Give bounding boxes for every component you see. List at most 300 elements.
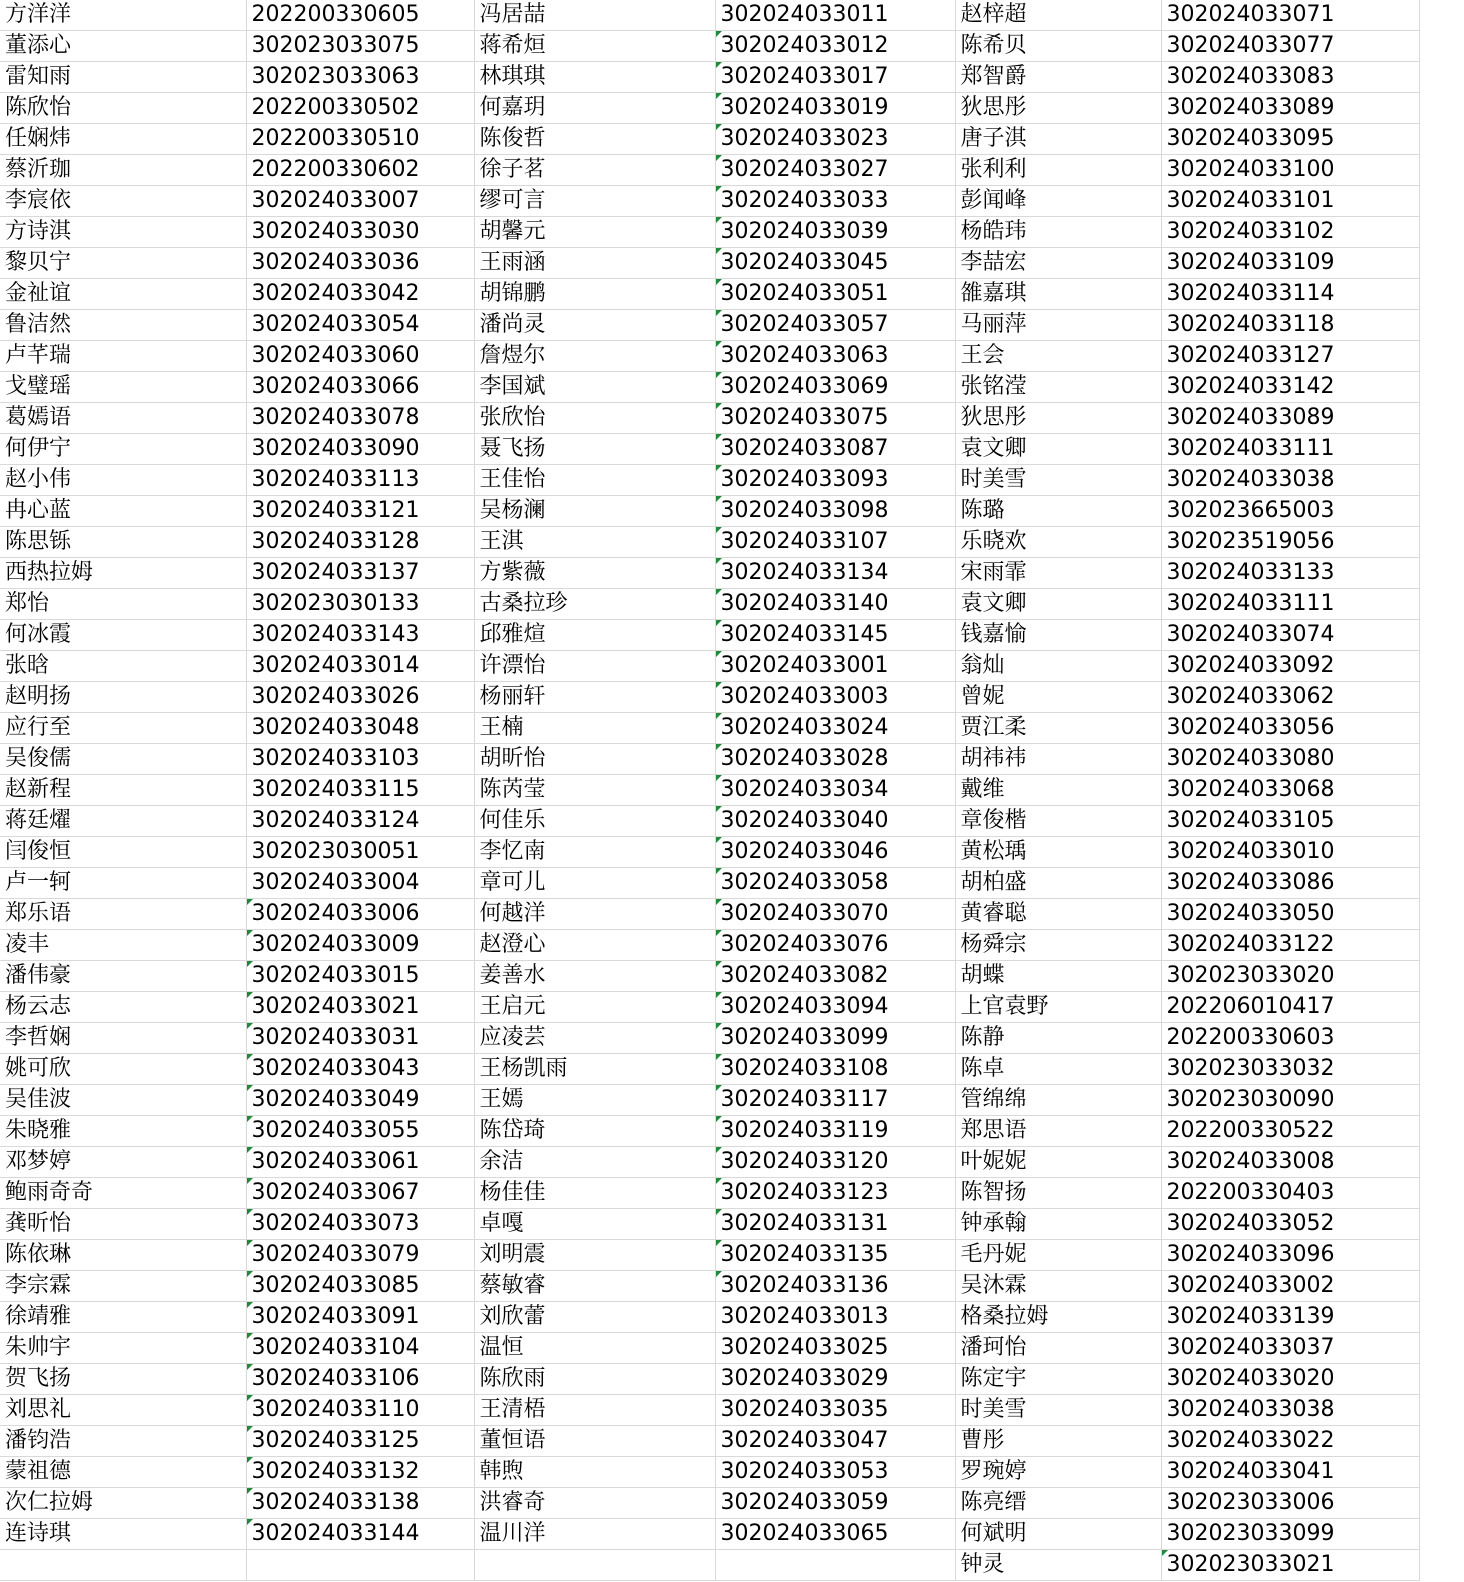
name-cell-a[interactable]: 龚昕怡 bbox=[0, 1209, 246, 1240]
id-cell-b[interactable]: 302024033034 bbox=[715, 775, 955, 806]
name-cell-b[interactable]: 方紫薇 bbox=[474, 558, 715, 589]
name-cell-a[interactable]: 西热拉姆 bbox=[0, 558, 246, 589]
id-cell-c[interactable]: 202200330403 bbox=[1161, 1178, 1419, 1209]
name-cell-b[interactable] bbox=[474, 1550, 715, 1581]
name-cell-c[interactable]: 乐晓欢 bbox=[955, 527, 1161, 558]
name-cell-a[interactable]: 闫俊恒 bbox=[0, 837, 246, 868]
id-cell-b[interactable]: 302024033035 bbox=[715, 1395, 955, 1426]
id-cell-a[interactable]: 202200330502 bbox=[246, 93, 474, 124]
name-cell-b[interactable]: 杨丽轩 bbox=[474, 682, 715, 713]
name-cell-b[interactable]: 张欣怡 bbox=[474, 403, 715, 434]
id-cell-c[interactable]: 302024033050 bbox=[1161, 899, 1419, 930]
id-cell-c[interactable]: 302023033020 bbox=[1161, 961, 1419, 992]
id-cell-a[interactable]: 302024033049 bbox=[246, 1085, 474, 1116]
id-cell-b[interactable]: 302024033017 bbox=[715, 62, 955, 93]
id-cell-c[interactable]: 302024033089 bbox=[1161, 93, 1419, 124]
id-cell-b[interactable]: 302024033087 bbox=[715, 434, 955, 465]
name-cell-a[interactable]: 朱晓雅 bbox=[0, 1116, 246, 1147]
id-cell-a[interactable]: 302024033007 bbox=[246, 186, 474, 217]
id-cell-c[interactable]: 302024033037 bbox=[1161, 1333, 1419, 1364]
name-cell-b[interactable]: 冯居喆 bbox=[474, 0, 715, 31]
name-cell-a[interactable]: 徐靖雅 bbox=[0, 1302, 246, 1333]
name-cell-c[interactable]: 何斌明 bbox=[955, 1519, 1161, 1550]
id-cell-a[interactable]: 302024033121 bbox=[246, 496, 474, 527]
id-cell-a[interactable]: 302024033103 bbox=[246, 744, 474, 775]
id-cell-c[interactable]: 302024033118 bbox=[1161, 310, 1419, 341]
id-cell-c[interactable]: 302024033074 bbox=[1161, 620, 1419, 651]
name-cell-b[interactable]: 李国斌 bbox=[474, 372, 715, 403]
name-cell-b[interactable]: 邱雅煊 bbox=[474, 620, 715, 651]
id-cell-c[interactable]: 302024033041 bbox=[1161, 1457, 1419, 1488]
id-cell-b[interactable]: 302024033057 bbox=[715, 310, 955, 341]
id-cell-c[interactable]: 302023665003 bbox=[1161, 496, 1419, 527]
name-cell-a[interactable]: 蒋廷燿 bbox=[0, 806, 246, 837]
id-cell-c[interactable]: 302024033114 bbox=[1161, 279, 1419, 310]
id-cell-b[interactable]: 302024033123 bbox=[715, 1178, 955, 1209]
id-cell-c[interactable]: 302024033092 bbox=[1161, 651, 1419, 682]
name-cell-c[interactable]: 张利利 bbox=[955, 155, 1161, 186]
name-cell-a[interactable]: 陈思铄 bbox=[0, 527, 246, 558]
name-cell-c[interactable]: 彭闻峰 bbox=[955, 186, 1161, 217]
id-cell-a[interactable]: 302023033075 bbox=[246, 31, 474, 62]
id-cell-b[interactable]: 302024033120 bbox=[715, 1147, 955, 1178]
id-cell-c[interactable]: 302024033080 bbox=[1161, 744, 1419, 775]
name-cell-c[interactable]: 章俊楷 bbox=[955, 806, 1161, 837]
id-cell-b[interactable]: 302024033023 bbox=[715, 124, 955, 155]
id-cell-a[interactable]: 302024033061 bbox=[246, 1147, 474, 1178]
id-cell-a[interactable]: 302024033078 bbox=[246, 403, 474, 434]
name-cell-b[interactable]: 吴杨澜 bbox=[474, 496, 715, 527]
name-cell-b[interactable]: 王杨凯雨 bbox=[474, 1054, 715, 1085]
id-cell-a[interactable]: 302024033124 bbox=[246, 806, 474, 837]
name-cell-c[interactable]: 上官袁野 bbox=[955, 992, 1161, 1023]
id-cell-a[interactable]: 302024033085 bbox=[246, 1271, 474, 1302]
name-cell-a[interactable]: 雷知雨 bbox=[0, 62, 246, 93]
id-cell-c[interactable]: 302023030090 bbox=[1161, 1085, 1419, 1116]
id-cell-b[interactable]: 302024033046 bbox=[715, 837, 955, 868]
id-cell-c[interactable]: 302024033052 bbox=[1161, 1209, 1419, 1240]
id-cell-b[interactable]: 302024033003 bbox=[715, 682, 955, 713]
id-cell-b[interactable]: 302024033028 bbox=[715, 744, 955, 775]
name-cell-a[interactable]: 姚可欣 bbox=[0, 1054, 246, 1085]
id-cell-c[interactable]: 302024033122 bbox=[1161, 930, 1419, 961]
name-cell-b[interactable]: 王楠 bbox=[474, 713, 715, 744]
name-cell-a[interactable]: 朱帅宇 bbox=[0, 1333, 246, 1364]
name-cell-b[interactable]: 韩煦 bbox=[474, 1457, 715, 1488]
name-cell-c[interactable]: 黄睿聪 bbox=[955, 899, 1161, 930]
name-cell-b[interactable]: 余洁 bbox=[474, 1147, 715, 1178]
id-cell-a[interactable]: 302024033021 bbox=[246, 992, 474, 1023]
id-cell-b[interactable]: 302024033065 bbox=[715, 1519, 955, 1550]
id-cell-b[interactable]: 302024033027 bbox=[715, 155, 955, 186]
id-cell-b[interactable]: 302024033119 bbox=[715, 1116, 955, 1147]
name-cell-c[interactable]: 毛丹妮 bbox=[955, 1240, 1161, 1271]
name-cell-a[interactable]: 郑乐语 bbox=[0, 899, 246, 930]
name-cell-a[interactable] bbox=[0, 1550, 246, 1581]
name-cell-b[interactable]: 蔡敏睿 bbox=[474, 1271, 715, 1302]
name-cell-c[interactable]: 李喆宏 bbox=[955, 248, 1161, 279]
id-cell-b[interactable]: 302024033013 bbox=[715, 1302, 955, 1333]
id-cell-b[interactable]: 302024033099 bbox=[715, 1023, 955, 1054]
name-cell-c[interactable]: 胡柏盛 bbox=[955, 868, 1161, 899]
id-cell-a[interactable]: 302024033015 bbox=[246, 961, 474, 992]
name-cell-b[interactable]: 董恒语 bbox=[474, 1426, 715, 1457]
id-cell-b[interactable]: 302024033063 bbox=[715, 341, 955, 372]
id-cell-b[interactable] bbox=[715, 1550, 955, 1581]
id-cell-a[interactable]: 302024033054 bbox=[246, 310, 474, 341]
name-cell-a[interactable]: 董添心 bbox=[0, 31, 246, 62]
id-cell-b[interactable]: 302024033135 bbox=[715, 1240, 955, 1271]
name-cell-c[interactable]: 陈智扬 bbox=[955, 1178, 1161, 1209]
name-cell-b[interactable]: 陈芮莹 bbox=[474, 775, 715, 806]
name-cell-c[interactable]: 袁文卿 bbox=[955, 434, 1161, 465]
name-cell-b[interactable]: 徐子茗 bbox=[474, 155, 715, 186]
id-cell-b[interactable]: 302024033025 bbox=[715, 1333, 955, 1364]
name-cell-b[interactable]: 刘明震 bbox=[474, 1240, 715, 1271]
name-cell-b[interactable]: 胡馨元 bbox=[474, 217, 715, 248]
id-cell-a[interactable]: 302024033043 bbox=[246, 1054, 474, 1085]
id-cell-b[interactable]: 302024033094 bbox=[715, 992, 955, 1023]
id-cell-c[interactable]: 302024033038 bbox=[1161, 1395, 1419, 1426]
id-cell-c[interactable]: 302024033096 bbox=[1161, 1240, 1419, 1271]
id-cell-c[interactable]: 302024033100 bbox=[1161, 155, 1419, 186]
id-cell-a[interactable]: 302024033026 bbox=[246, 682, 474, 713]
id-cell-a[interactable]: 302024033048 bbox=[246, 713, 474, 744]
id-cell-b[interactable]: 302024033107 bbox=[715, 527, 955, 558]
name-cell-b[interactable]: 何佳乐 bbox=[474, 806, 715, 837]
id-cell-a[interactable]: 302024033144 bbox=[246, 1519, 474, 1550]
id-cell-c[interactable]: 302024033105 bbox=[1161, 806, 1419, 837]
id-cell-c[interactable]: 302024033109 bbox=[1161, 248, 1419, 279]
id-cell-c[interactable]: 302024033077 bbox=[1161, 31, 1419, 62]
id-cell-a[interactable]: 302024033079 bbox=[246, 1240, 474, 1271]
id-cell-a[interactable]: 302024033009 bbox=[246, 930, 474, 961]
name-cell-a[interactable]: 方洋洋 bbox=[0, 0, 246, 31]
id-cell-a[interactable]: 302024033128 bbox=[246, 527, 474, 558]
id-cell-c[interactable]: 302024033111 bbox=[1161, 434, 1419, 465]
name-cell-b[interactable]: 杨佳佳 bbox=[474, 1178, 715, 1209]
name-cell-c[interactable]: 胡祎祎 bbox=[955, 744, 1161, 775]
name-cell-b[interactable]: 聂飞扬 bbox=[474, 434, 715, 465]
name-cell-c[interactable]: 陈定宇 bbox=[955, 1364, 1161, 1395]
id-cell-b[interactable]: 302024033040 bbox=[715, 806, 955, 837]
id-cell-c[interactable]: 302024033062 bbox=[1161, 682, 1419, 713]
name-cell-c[interactable]: 宋雨霏 bbox=[955, 558, 1161, 589]
name-cell-a[interactable]: 贺飞扬 bbox=[0, 1364, 246, 1395]
id-cell-c[interactable]: 302024033095 bbox=[1161, 124, 1419, 155]
id-cell-c[interactable]: 302024033083 bbox=[1161, 62, 1419, 93]
name-cell-a[interactable]: 冉心蓝 bbox=[0, 496, 246, 527]
name-cell-b[interactable]: 詹煜尔 bbox=[474, 341, 715, 372]
name-cell-c[interactable]: 黄松瑀 bbox=[955, 837, 1161, 868]
id-cell-a[interactable]: 302024033004 bbox=[246, 868, 474, 899]
id-cell-b[interactable]: 302024033001 bbox=[715, 651, 955, 682]
name-cell-b[interactable]: 蒋希烜 bbox=[474, 31, 715, 62]
id-cell-c[interactable]: 302024033010 bbox=[1161, 837, 1419, 868]
name-cell-a[interactable]: 卢芊瑞 bbox=[0, 341, 246, 372]
name-cell-a[interactable]: 戈璧瑶 bbox=[0, 372, 246, 403]
name-cell-a[interactable]: 黎贝宁 bbox=[0, 248, 246, 279]
name-cell-a[interactable]: 李宸依 bbox=[0, 186, 246, 217]
id-cell-a[interactable]: 302024033006 bbox=[246, 899, 474, 930]
name-cell-a[interactable]: 张晗 bbox=[0, 651, 246, 682]
id-cell-a[interactable]: 302024033115 bbox=[246, 775, 474, 806]
name-cell-a[interactable]: 杨云志 bbox=[0, 992, 246, 1023]
id-cell-a[interactable]: 302024033113 bbox=[246, 465, 474, 496]
name-cell-c[interactable]: 王会 bbox=[955, 341, 1161, 372]
name-cell-c[interactable]: 郑思语 bbox=[955, 1116, 1161, 1147]
name-cell-a[interactable]: 何冰霞 bbox=[0, 620, 246, 651]
name-cell-b[interactable]: 温恒 bbox=[474, 1333, 715, 1364]
name-cell-b[interactable]: 许漂怡 bbox=[474, 651, 715, 682]
id-cell-a[interactable]: 302023030051 bbox=[246, 837, 474, 868]
id-cell-c[interactable]: 202200330603 bbox=[1161, 1023, 1419, 1054]
name-cell-b[interactable]: 应凌芸 bbox=[474, 1023, 715, 1054]
name-cell-c[interactable]: 雒嘉琪 bbox=[955, 279, 1161, 310]
name-cell-a[interactable]: 葛嫣语 bbox=[0, 403, 246, 434]
id-cell-a[interactable]: 302024033055 bbox=[246, 1116, 474, 1147]
name-cell-a[interactable]: 赵小伟 bbox=[0, 465, 246, 496]
id-cell-a[interactable]: 302024033031 bbox=[246, 1023, 474, 1054]
name-cell-c[interactable]: 狄思彤 bbox=[955, 403, 1161, 434]
id-cell-b[interactable]: 302024033059 bbox=[715, 1488, 955, 1519]
id-cell-c[interactable]: 302024033142 bbox=[1161, 372, 1419, 403]
name-cell-b[interactable]: 姜善水 bbox=[474, 961, 715, 992]
id-cell-c[interactable]: 302024033008 bbox=[1161, 1147, 1419, 1178]
name-cell-b[interactable]: 陈俊哲 bbox=[474, 124, 715, 155]
name-cell-a[interactable]: 次仁拉姆 bbox=[0, 1488, 246, 1519]
name-cell-a[interactable]: 金祉谊 bbox=[0, 279, 246, 310]
name-cell-b[interactable]: 王启元 bbox=[474, 992, 715, 1023]
id-cell-b[interactable]: 302024033075 bbox=[715, 403, 955, 434]
id-cell-a[interactable]: 302024033014 bbox=[246, 651, 474, 682]
id-cell-b[interactable]: 302024033045 bbox=[715, 248, 955, 279]
id-cell-b[interactable]: 302024033131 bbox=[715, 1209, 955, 1240]
id-cell-c[interactable]: 302023033021 bbox=[1161, 1550, 1419, 1581]
id-cell-c[interactable]: 302024033022 bbox=[1161, 1426, 1419, 1457]
id-cell-b[interactable]: 302024033145 bbox=[715, 620, 955, 651]
name-cell-b[interactable]: 王嫣 bbox=[474, 1085, 715, 1116]
name-cell-b[interactable]: 王清梧 bbox=[474, 1395, 715, 1426]
name-cell-a[interactable]: 任娴炜 bbox=[0, 124, 246, 155]
id-cell-a[interactable]: 302024033110 bbox=[246, 1395, 474, 1426]
name-cell-b[interactable]: 章可儿 bbox=[474, 868, 715, 899]
id-cell-b[interactable]: 302024033039 bbox=[715, 217, 955, 248]
name-cell-b[interactable]: 李忆南 bbox=[474, 837, 715, 868]
name-cell-a[interactable]: 连诗琪 bbox=[0, 1519, 246, 1550]
name-cell-b[interactable]: 洪睿奇 bbox=[474, 1488, 715, 1519]
id-cell-c[interactable]: 302024033002 bbox=[1161, 1271, 1419, 1302]
name-cell-c[interactable]: 陈静 bbox=[955, 1023, 1161, 1054]
name-cell-b[interactable]: 陈欣雨 bbox=[474, 1364, 715, 1395]
name-cell-b[interactable]: 王佳怡 bbox=[474, 465, 715, 496]
name-cell-c[interactable]: 潘珂怡 bbox=[955, 1333, 1161, 1364]
name-cell-c[interactable]: 唐子淇 bbox=[955, 124, 1161, 155]
id-cell-a[interactable]: 302024033125 bbox=[246, 1426, 474, 1457]
id-cell-a[interactable]: 302024033132 bbox=[246, 1457, 474, 1488]
name-cell-b[interactable]: 王淇 bbox=[474, 527, 715, 558]
id-cell-c[interactable]: 302024033139 bbox=[1161, 1302, 1419, 1333]
name-cell-b[interactable]: 陈岱琦 bbox=[474, 1116, 715, 1147]
id-cell-a[interactable]: 302024033090 bbox=[246, 434, 474, 465]
id-cell-a[interactable]: 302024033138 bbox=[246, 1488, 474, 1519]
name-cell-b[interactable]: 赵澄心 bbox=[474, 930, 715, 961]
name-cell-a[interactable]: 鲍雨奇奇 bbox=[0, 1178, 246, 1209]
name-cell-b[interactable]: 温川洋 bbox=[474, 1519, 715, 1550]
id-cell-c[interactable]: 302024033133 bbox=[1161, 558, 1419, 589]
id-cell-b[interactable]: 302024033117 bbox=[715, 1085, 955, 1116]
id-cell-b[interactable]: 302024033140 bbox=[715, 589, 955, 620]
id-cell-b[interactable]: 302024033098 bbox=[715, 496, 955, 527]
name-cell-a[interactable]: 鲁洁然 bbox=[0, 310, 246, 341]
id-cell-b[interactable]: 302024033076 bbox=[715, 930, 955, 961]
name-cell-c[interactable]: 翁灿 bbox=[955, 651, 1161, 682]
id-cell-a[interactable]: 302024033030 bbox=[246, 217, 474, 248]
name-cell-c[interactable]: 胡蝶 bbox=[955, 961, 1161, 992]
id-cell-a[interactable]: 302024033137 bbox=[246, 558, 474, 589]
id-cell-b[interactable]: 302024033136 bbox=[715, 1271, 955, 1302]
name-cell-c[interactable]: 袁文卿 bbox=[955, 589, 1161, 620]
id-cell-c[interactable]: 302023033099 bbox=[1161, 1519, 1419, 1550]
id-cell-b[interactable]: 302024033024 bbox=[715, 713, 955, 744]
id-cell-b[interactable]: 302024033053 bbox=[715, 1457, 955, 1488]
id-cell-b[interactable]: 302024033012 bbox=[715, 31, 955, 62]
id-cell-c[interactable]: 302024033068 bbox=[1161, 775, 1419, 806]
name-cell-c[interactable]: 格桑拉姆 bbox=[955, 1302, 1161, 1333]
id-cell-a[interactable] bbox=[246, 1550, 474, 1581]
name-cell-a[interactable]: 李哲娴 bbox=[0, 1023, 246, 1054]
id-cell-b[interactable]: 302024033134 bbox=[715, 558, 955, 589]
name-cell-b[interactable]: 刘欣蕾 bbox=[474, 1302, 715, 1333]
id-cell-c[interactable]: 302024033101 bbox=[1161, 186, 1419, 217]
name-cell-a[interactable]: 陈欣怡 bbox=[0, 93, 246, 124]
id-cell-b[interactable]: 302024033051 bbox=[715, 279, 955, 310]
name-cell-a[interactable]: 蒙祖德 bbox=[0, 1457, 246, 1488]
name-cell-b[interactable]: 古桑拉珍 bbox=[474, 589, 715, 620]
id-cell-c[interactable]: 302024033111 bbox=[1161, 589, 1419, 620]
name-cell-a[interactable]: 潘伟豪 bbox=[0, 961, 246, 992]
name-cell-a[interactable]: 郑怡 bbox=[0, 589, 246, 620]
id-cell-c[interactable]: 202200330522 bbox=[1161, 1116, 1419, 1147]
id-cell-a[interactable]: 302024033060 bbox=[246, 341, 474, 372]
name-cell-c[interactable]: 杨舜宗 bbox=[955, 930, 1161, 961]
id-cell-c[interactable]: 202206010417 bbox=[1161, 992, 1419, 1023]
name-cell-b[interactable]: 潘尚灵 bbox=[474, 310, 715, 341]
name-cell-c[interactable]: 陈卓 bbox=[955, 1054, 1161, 1085]
name-cell-b[interactable]: 胡昕怡 bbox=[474, 744, 715, 775]
id-cell-b[interactable]: 302024033029 bbox=[715, 1364, 955, 1395]
name-cell-c[interactable]: 郑智爵 bbox=[955, 62, 1161, 93]
id-cell-c[interactable]: 302023519056 bbox=[1161, 527, 1419, 558]
id-cell-a[interactable]: 202200330602 bbox=[246, 155, 474, 186]
id-cell-b[interactable]: 302024033019 bbox=[715, 93, 955, 124]
id-cell-c[interactable]: 302024033089 bbox=[1161, 403, 1419, 434]
name-cell-c[interactable]: 马丽萍 bbox=[955, 310, 1161, 341]
name-cell-c[interactable]: 钱嘉愉 bbox=[955, 620, 1161, 651]
id-cell-b[interactable]: 302024033108 bbox=[715, 1054, 955, 1085]
id-cell-b[interactable]: 302024033070 bbox=[715, 899, 955, 930]
id-cell-a[interactable]: 302024033106 bbox=[246, 1364, 474, 1395]
name-cell-c[interactable]: 张铭滢 bbox=[955, 372, 1161, 403]
name-cell-c[interactable]: 贾江柔 bbox=[955, 713, 1161, 744]
name-cell-c[interactable]: 曹彤 bbox=[955, 1426, 1161, 1457]
name-cell-b[interactable]: 胡锦鹏 bbox=[474, 279, 715, 310]
name-cell-a[interactable]: 方诗淇 bbox=[0, 217, 246, 248]
name-cell-a[interactable]: 邓梦婷 bbox=[0, 1147, 246, 1178]
id-cell-c[interactable]: 302024033071 bbox=[1161, 0, 1419, 31]
id-cell-a[interactable]: 302023030133 bbox=[246, 589, 474, 620]
name-cell-a[interactable]: 蔡沂珈 bbox=[0, 155, 246, 186]
name-cell-a[interactable]: 陈依琳 bbox=[0, 1240, 246, 1271]
name-cell-c[interactable]: 狄思彤 bbox=[955, 93, 1161, 124]
name-cell-a[interactable]: 吴佳波 bbox=[0, 1085, 246, 1116]
id-cell-c[interactable]: 302024033020 bbox=[1161, 1364, 1419, 1395]
name-cell-b[interactable]: 缪可言 bbox=[474, 186, 715, 217]
id-cell-a[interactable]: 202200330605 bbox=[246, 0, 474, 31]
id-cell-c[interactable]: 302024033102 bbox=[1161, 217, 1419, 248]
name-cell-b[interactable]: 卓嘎 bbox=[474, 1209, 715, 1240]
name-cell-a[interactable]: 赵新程 bbox=[0, 775, 246, 806]
id-cell-a[interactable]: 302024033042 bbox=[246, 279, 474, 310]
id-cell-c[interactable]: 302024033127 bbox=[1161, 341, 1419, 372]
id-cell-a[interactable]: 302024033091 bbox=[246, 1302, 474, 1333]
name-cell-c[interactable]: 曾妮 bbox=[955, 682, 1161, 713]
id-cell-a[interactable]: 302024033104 bbox=[246, 1333, 474, 1364]
name-cell-c[interactable]: 戴维 bbox=[955, 775, 1161, 806]
id-cell-b[interactable]: 302024033093 bbox=[715, 465, 955, 496]
name-cell-a[interactable]: 刘思礼 bbox=[0, 1395, 246, 1426]
name-cell-b[interactable]: 林琪琪 bbox=[474, 62, 715, 93]
name-cell-a[interactable]: 应行至 bbox=[0, 713, 246, 744]
name-cell-c[interactable]: 罗琬婷 bbox=[955, 1457, 1161, 1488]
id-cell-a[interactable]: 302024033067 bbox=[246, 1178, 474, 1209]
id-cell-c[interactable]: 302023033006 bbox=[1161, 1488, 1419, 1519]
id-cell-b[interactable]: 302024033047 bbox=[715, 1426, 955, 1457]
id-cell-a[interactable]: 302024033036 bbox=[246, 248, 474, 279]
name-cell-a[interactable]: 李宗霖 bbox=[0, 1271, 246, 1302]
name-cell-a[interactable]: 赵明扬 bbox=[0, 682, 246, 713]
id-cell-c[interactable]: 302024033086 bbox=[1161, 868, 1419, 899]
name-cell-c[interactable]: 吴沐霖 bbox=[955, 1271, 1161, 1302]
name-cell-c[interactable]: 赵梓超 bbox=[955, 0, 1161, 31]
id-cell-b[interactable]: 302024033082 bbox=[715, 961, 955, 992]
name-cell-c[interactable]: 管绵绵 bbox=[955, 1085, 1161, 1116]
id-cell-c[interactable]: 302024033056 bbox=[1161, 713, 1419, 744]
id-cell-a[interactable]: 202200330510 bbox=[246, 124, 474, 155]
name-cell-a[interactable]: 凌丰 bbox=[0, 930, 246, 961]
name-cell-c[interactable]: 钟承翰 bbox=[955, 1209, 1161, 1240]
name-cell-c[interactable]: 杨皓玮 bbox=[955, 217, 1161, 248]
name-cell-a[interactable]: 潘钧浩 bbox=[0, 1426, 246, 1457]
name-cell-c[interactable]: 钟灵 bbox=[955, 1550, 1161, 1581]
id-cell-b[interactable]: 302024033033 bbox=[715, 186, 955, 217]
name-cell-a[interactable]: 卢一轲 bbox=[0, 868, 246, 899]
id-cell-b[interactable]: 302024033058 bbox=[715, 868, 955, 899]
name-cell-c[interactable]: 叶妮妮 bbox=[955, 1147, 1161, 1178]
id-cell-b[interactable]: 302024033011 bbox=[715, 0, 955, 31]
name-cell-c[interactable]: 陈亮缙 bbox=[955, 1488, 1161, 1519]
name-cell-c[interactable]: 时美雪 bbox=[955, 465, 1161, 496]
name-cell-b[interactable]: 何嘉玥 bbox=[474, 93, 715, 124]
name-cell-c[interactable]: 时美雪 bbox=[955, 1395, 1161, 1426]
id-cell-a[interactable]: 302024033073 bbox=[246, 1209, 474, 1240]
id-cell-b[interactable]: 302024033069 bbox=[715, 372, 955, 403]
id-cell-a[interactable]: 302024033143 bbox=[246, 620, 474, 651]
name-cell-b[interactable]: 王雨涵 bbox=[474, 248, 715, 279]
name-cell-b[interactable]: 何越洋 bbox=[474, 899, 715, 930]
name-cell-a[interactable]: 吴俊儒 bbox=[0, 744, 246, 775]
id-cell-c[interactable]: 302023033032 bbox=[1161, 1054, 1419, 1085]
